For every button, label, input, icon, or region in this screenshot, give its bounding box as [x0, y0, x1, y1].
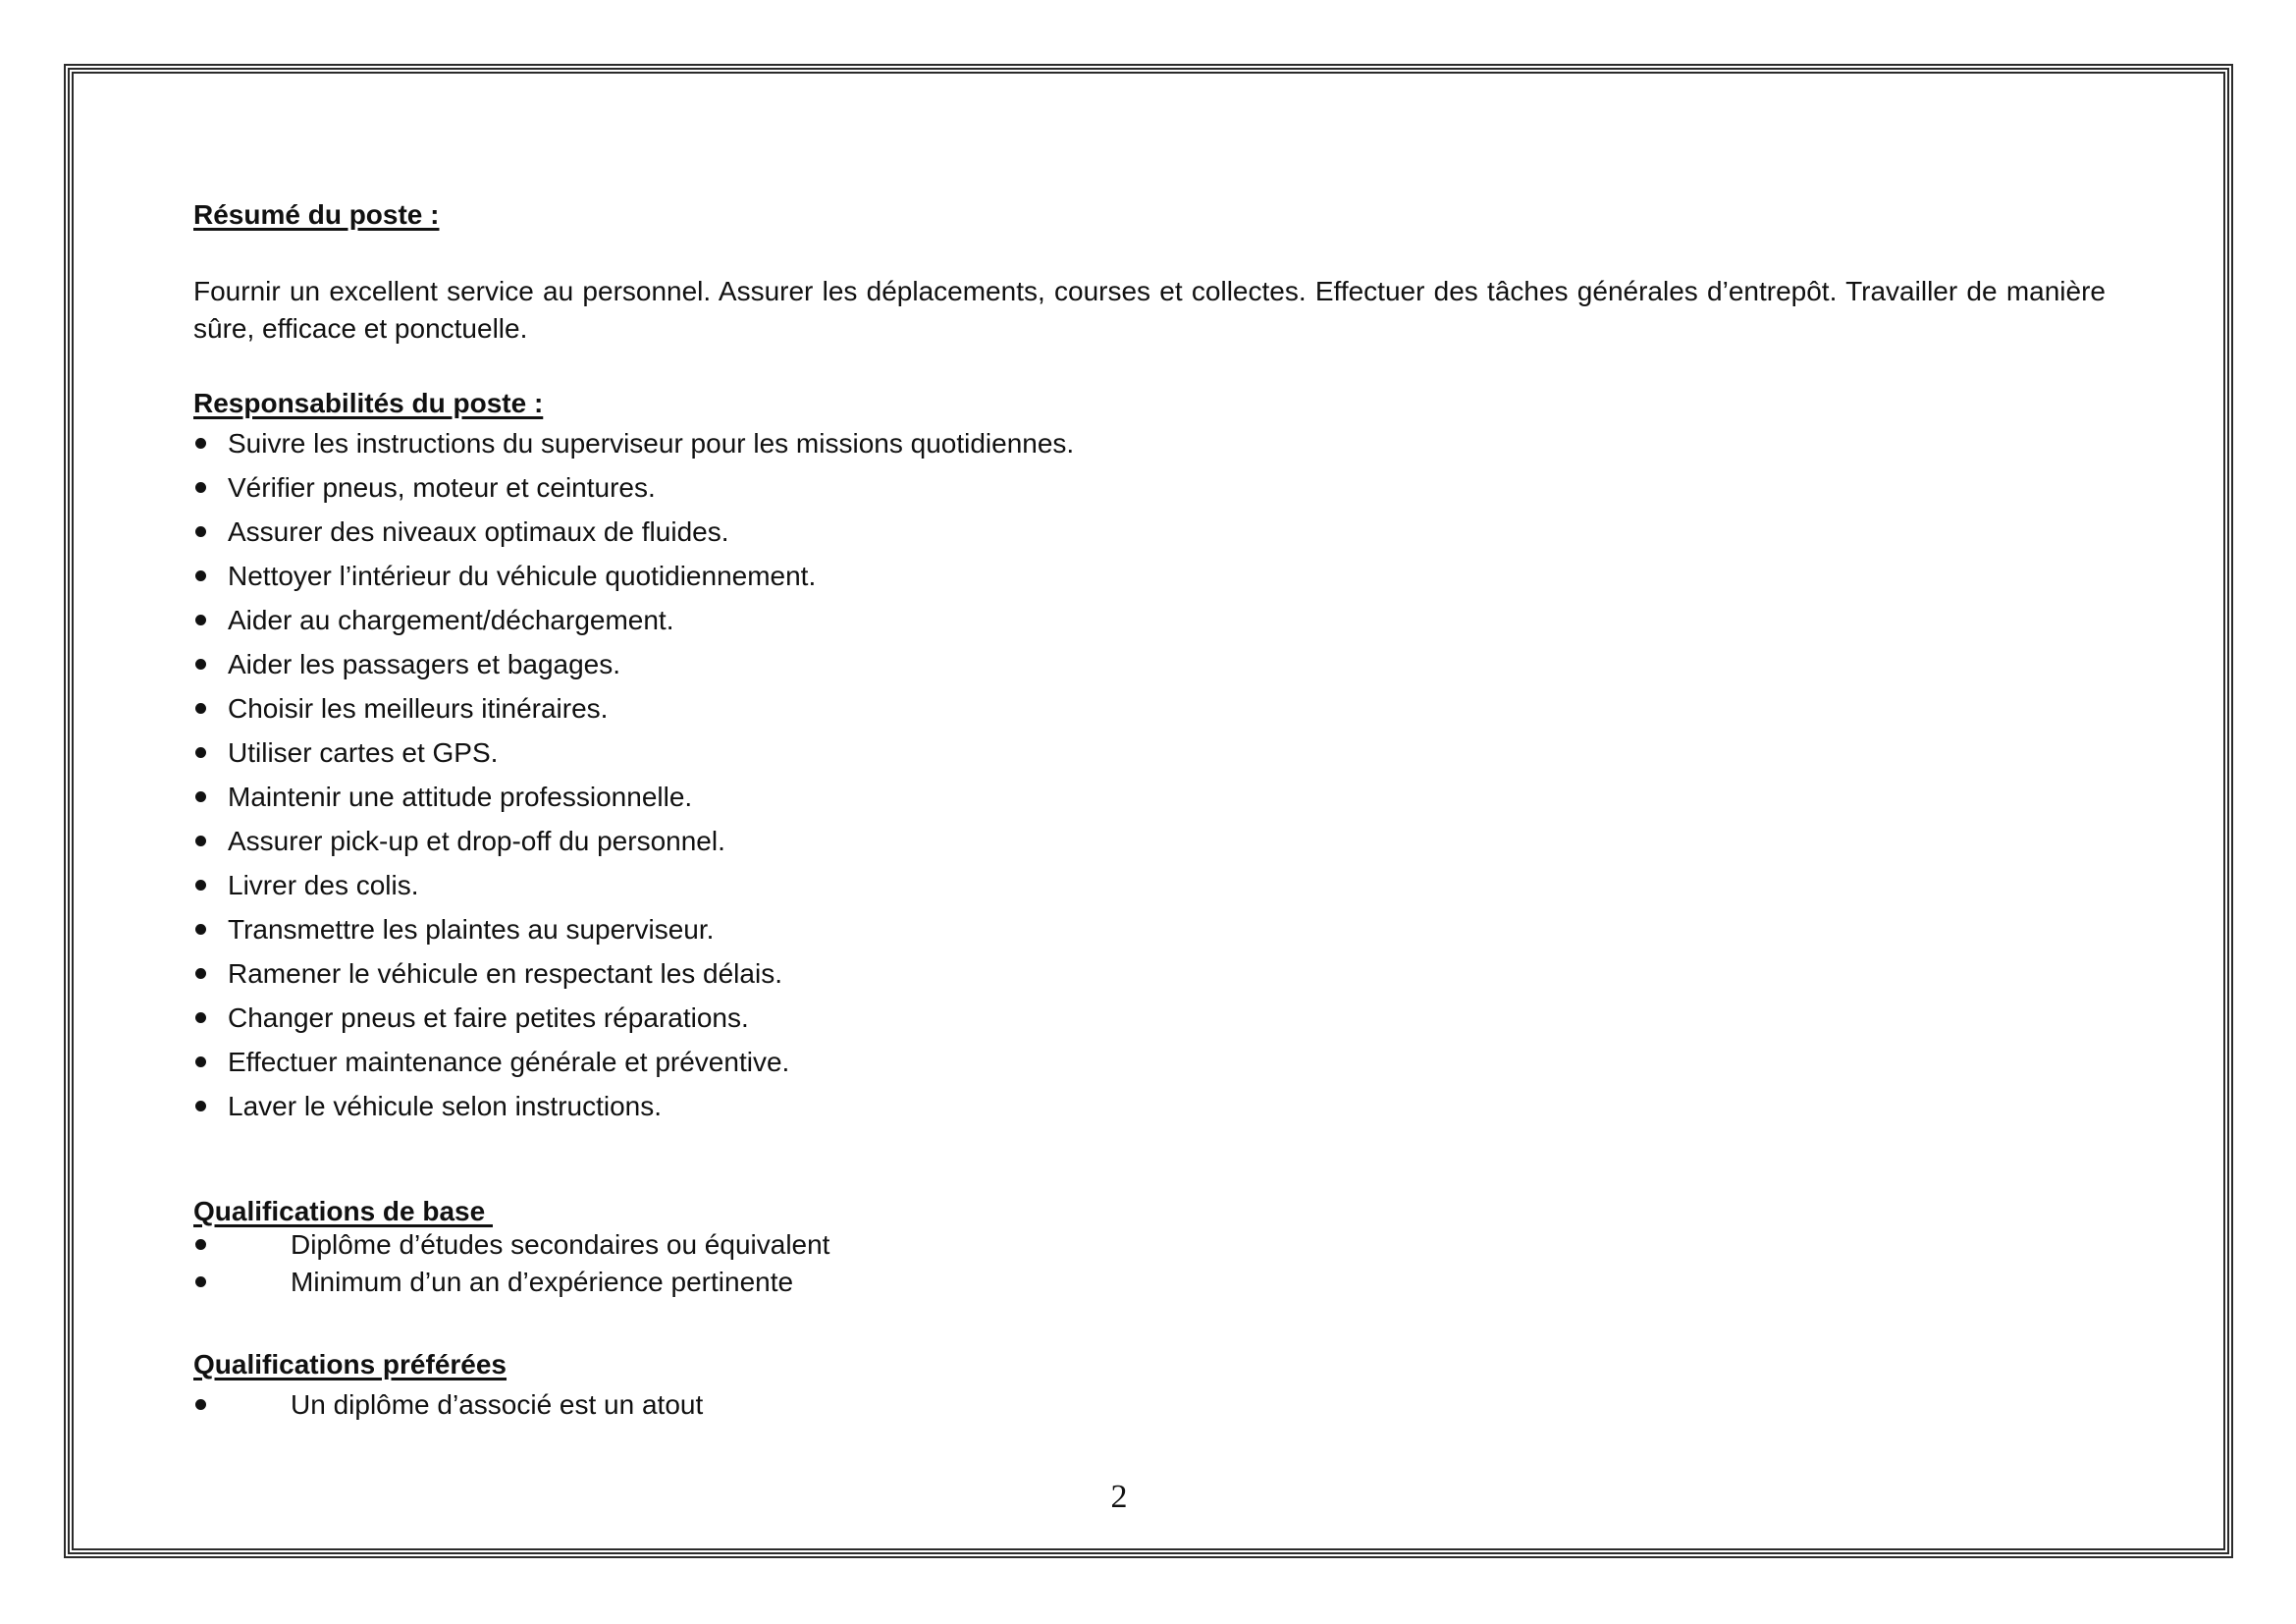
- list-item: [193, 734, 2106, 771]
- list-item: [193, 1386, 2106, 1423]
- qualifications-base-heading: Qualifications de base: [193, 1196, 493, 1226]
- bullet-icon: [195, 1101, 206, 1111]
- qualifications-base-list: [193, 1226, 2106, 1300]
- bullet-icon: [195, 968, 206, 979]
- bullet-icon: [195, 482, 206, 493]
- bullet-icon: [195, 1276, 206, 1287]
- bullet-icon: [195, 526, 206, 537]
- list-item-text: Suivre les instructions du superviseur pour les missions quotidiennes.: [228, 428, 1075, 459]
- list-item-text: Changer pneus et faire petites réparations.: [228, 1002, 749, 1033]
- list-item: [193, 469, 2106, 506]
- list-item: [193, 823, 2106, 859]
- page-border-frame: [64, 64, 2233, 1558]
- list-item-text: Livrer des colis.: [228, 870, 419, 900]
- bullet-icon: [195, 747, 206, 758]
- page-border-middle-line: [68, 68, 2229, 1554]
- bullet-icon: [195, 570, 206, 581]
- responsibilities-heading: Responsabilités du poste :: [193, 388, 544, 418]
- bullet-icon: [195, 438, 206, 449]
- list-item: [193, 1044, 2106, 1080]
- bullet-icon: [195, 880, 206, 891]
- list-item-text: Aider les passagers et bagages.: [228, 649, 621, 679]
- list-item: [193, 1088, 2106, 1124]
- list-item-text: Utiliser cartes et GPS.: [228, 737, 499, 768]
- list-item-text: Choisir les meilleurs itinéraires.: [228, 693, 609, 724]
- list-item: [193, 558, 2106, 594]
- bullet-icon: [195, 703, 206, 714]
- page-content: [74, 74, 2223, 1519]
- resume-body: Fournir un excellent service au personnel. Assurer les déplacements, courses et collectes. Effectuer des tâches générales d’entrepôt. Travailler de manière sûre, efficace et ponctuelle.: [193, 276, 2106, 344]
- bullet-icon: [195, 1239, 206, 1250]
- bullet-icon: [195, 924, 206, 935]
- list-item: [193, 1000, 2106, 1036]
- list-item-text: Laver le véhicule selon instructions.: [228, 1091, 663, 1121]
- qualifications-preferred-heading: Qualifications préférées: [193, 1349, 507, 1380]
- bullet-icon: [195, 615, 206, 625]
- resume-heading: Résumé du poste :: [193, 199, 440, 230]
- list-item-text: Vérifier pneus, moteur et ceintures.: [228, 472, 656, 503]
- list-item-text: Effectuer maintenance générale et préventive.: [228, 1047, 790, 1077]
- list-item: [193, 911, 2106, 947]
- page-border-inner-line: [72, 72, 2225, 1550]
- qualifications-preferred-list: [193, 1386, 2106, 1423]
- bullet-icon: [195, 659, 206, 670]
- list-item-text: Diplôme d’études secondaires ou équivalent: [291, 1229, 830, 1260]
- list-item: [193, 690, 2106, 727]
- list-item-text: Aider au chargement/déchargement.: [228, 605, 674, 635]
- list-item-text: Un diplôme d’associé est un atout: [291, 1389, 704, 1420]
- list-item: [193, 955, 2106, 992]
- bullet-icon: [195, 1399, 206, 1410]
- list-item: [193, 1226, 2106, 1263]
- list-item: [193, 646, 2106, 682]
- list-item-text: Transmettre les plaintes au superviseur.: [228, 914, 715, 945]
- list-item: [193, 602, 2106, 638]
- page-number: 2: [1110, 1479, 1128, 1515]
- list-item-text: Maintenir une attitude professionnelle.: [228, 782, 693, 812]
- list-item: [193, 514, 2106, 550]
- list-item: [193, 779, 2106, 815]
- bullet-icon: [195, 791, 206, 802]
- bullet-icon: [195, 1012, 206, 1023]
- list-item: [193, 1264, 2106, 1300]
- list-item: [193, 425, 2106, 461]
- list-item: [193, 867, 2106, 903]
- list-item-text: Nettoyer l’intérieur du véhicule quotidiennement.: [228, 561, 817, 591]
- list-item-text: Ramener le véhicule en respectant les délais.: [228, 958, 782, 989]
- list-item-text: Minimum d’un an d’expérience pertinente: [291, 1267, 794, 1297]
- list-item-text: Assurer pick-up et drop-off du personnel.: [228, 826, 725, 856]
- list-item-text: Assurer des niveaux optimaux de fluides.: [228, 516, 729, 547]
- responsibilities-list: [193, 425, 2106, 1124]
- bullet-icon: [195, 1056, 206, 1067]
- bullet-icon: [195, 836, 206, 846]
